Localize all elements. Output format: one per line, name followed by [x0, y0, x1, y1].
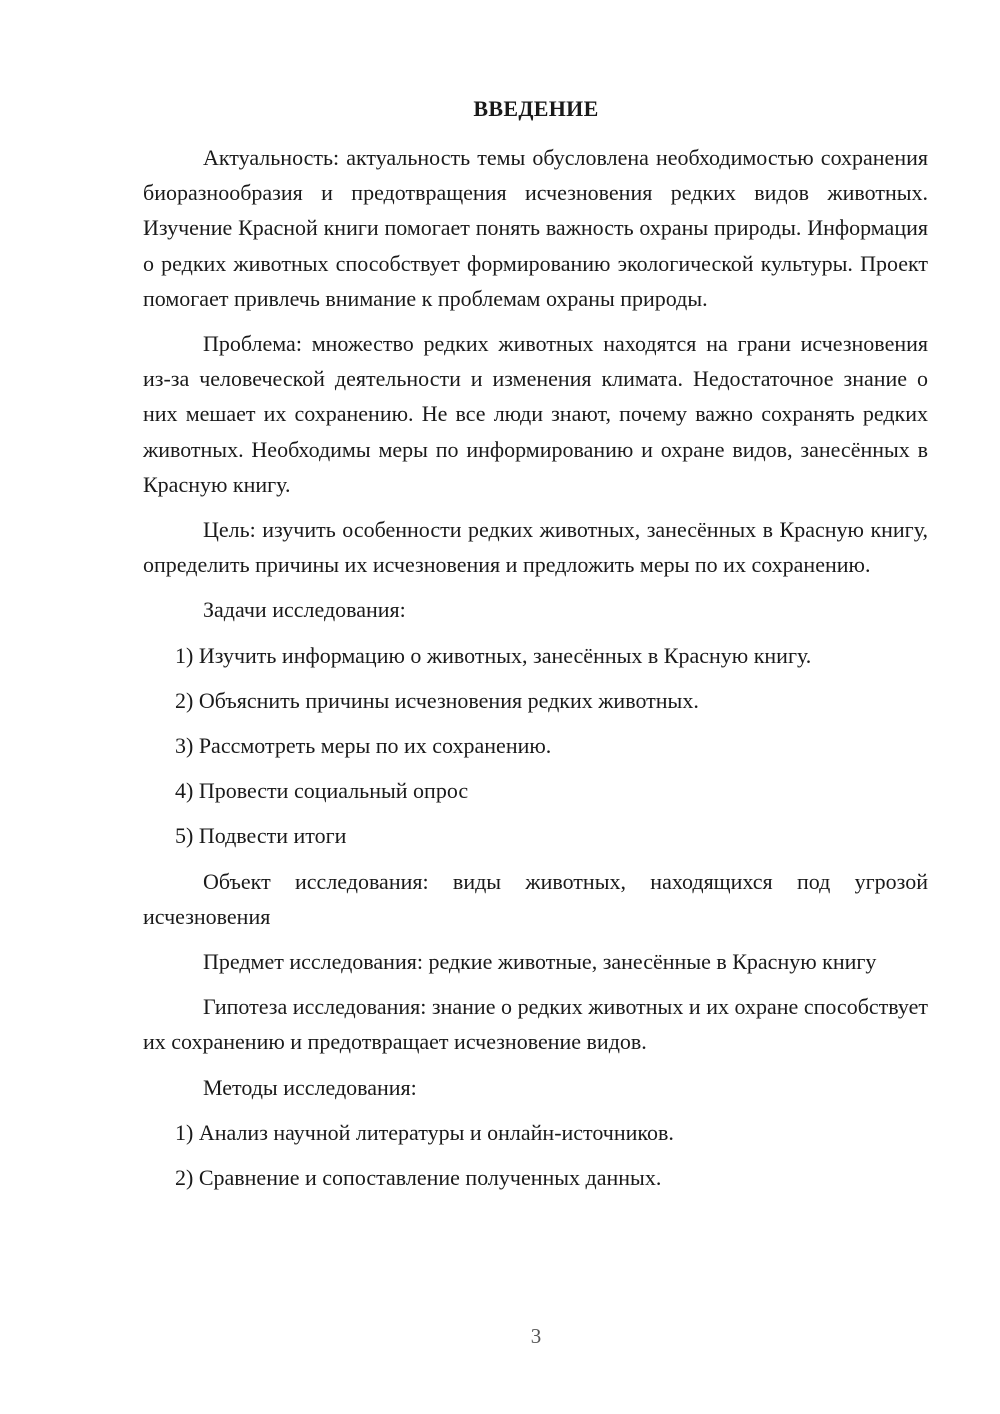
problem-paragraph: Проблема: множество редких животных находятся на грани исчезновения из-за человеческой деятельности и изменения климата. Недостаточное знание о них мешает их сохранению. Не все люди знают, почему важно сохранять редких животных. Необходимы меры по информированию и охране видов, занесённых в Красную книгу.	[143, 331, 928, 497]
list-item: 2) Сравнение и сопоставление полученных данных.	[175, 1165, 662, 1191]
subject-paragraph: Предмет исследования: редкие животные, занесённые в Красную книгу	[203, 949, 877, 975]
relevance-paragraph: Актуальность: актуальность темы обусловлена необходимостью сохранения биоразнообразия и предотвращения исчезновения редких видов животных. Изучение Красной книги помогает понять важность охраны природы. Информация о редких животных способствует формированию экологической культуры. Проект помогает привлечь внимание к проблемам охраны природы.	[143, 145, 928, 311]
list-item: 4) Провести социальный опрос	[175, 778, 469, 804]
page-number: 3	[530, 1324, 542, 1348]
list-item: 5) Подвести итоги	[175, 823, 347, 849]
object-paragraph: Объект исследования: виды животных, находящихся под угрозой исчезновения	[143, 868, 928, 929]
list-item: 1) Изучить информацию о животных, занесённых в Красную книгу.	[175, 642, 812, 668]
methods-heading: Методы исследования:	[203, 1074, 417, 1100]
tasks-heading: Задачи исследования:	[203, 597, 406, 623]
hypothesis-paragraph: Гипотеза исследования: знание о редких животных и их охране способствует их сохранению и предотвращает исчезновение видов.	[143, 994, 928, 1055]
document-body	[143, 140, 928, 1205]
list-item: 1) Анализ научной литературы и онлайн-источников.	[175, 1119, 674, 1145]
page-title: ВВЕДЕНИЕ	[473, 96, 599, 121]
list-item: 2) Объяснить причины исчезновения редких животных.	[175, 687, 699, 713]
list-item: 3) Рассмотреть меры по их сохранению.	[175, 733, 552, 759]
goal-paragraph: Цель: изучить особенности редких животных, занесённых в Красную книгу, определить причины их исчезновения и предложить меры по их сохранению.	[143, 517, 928, 578]
